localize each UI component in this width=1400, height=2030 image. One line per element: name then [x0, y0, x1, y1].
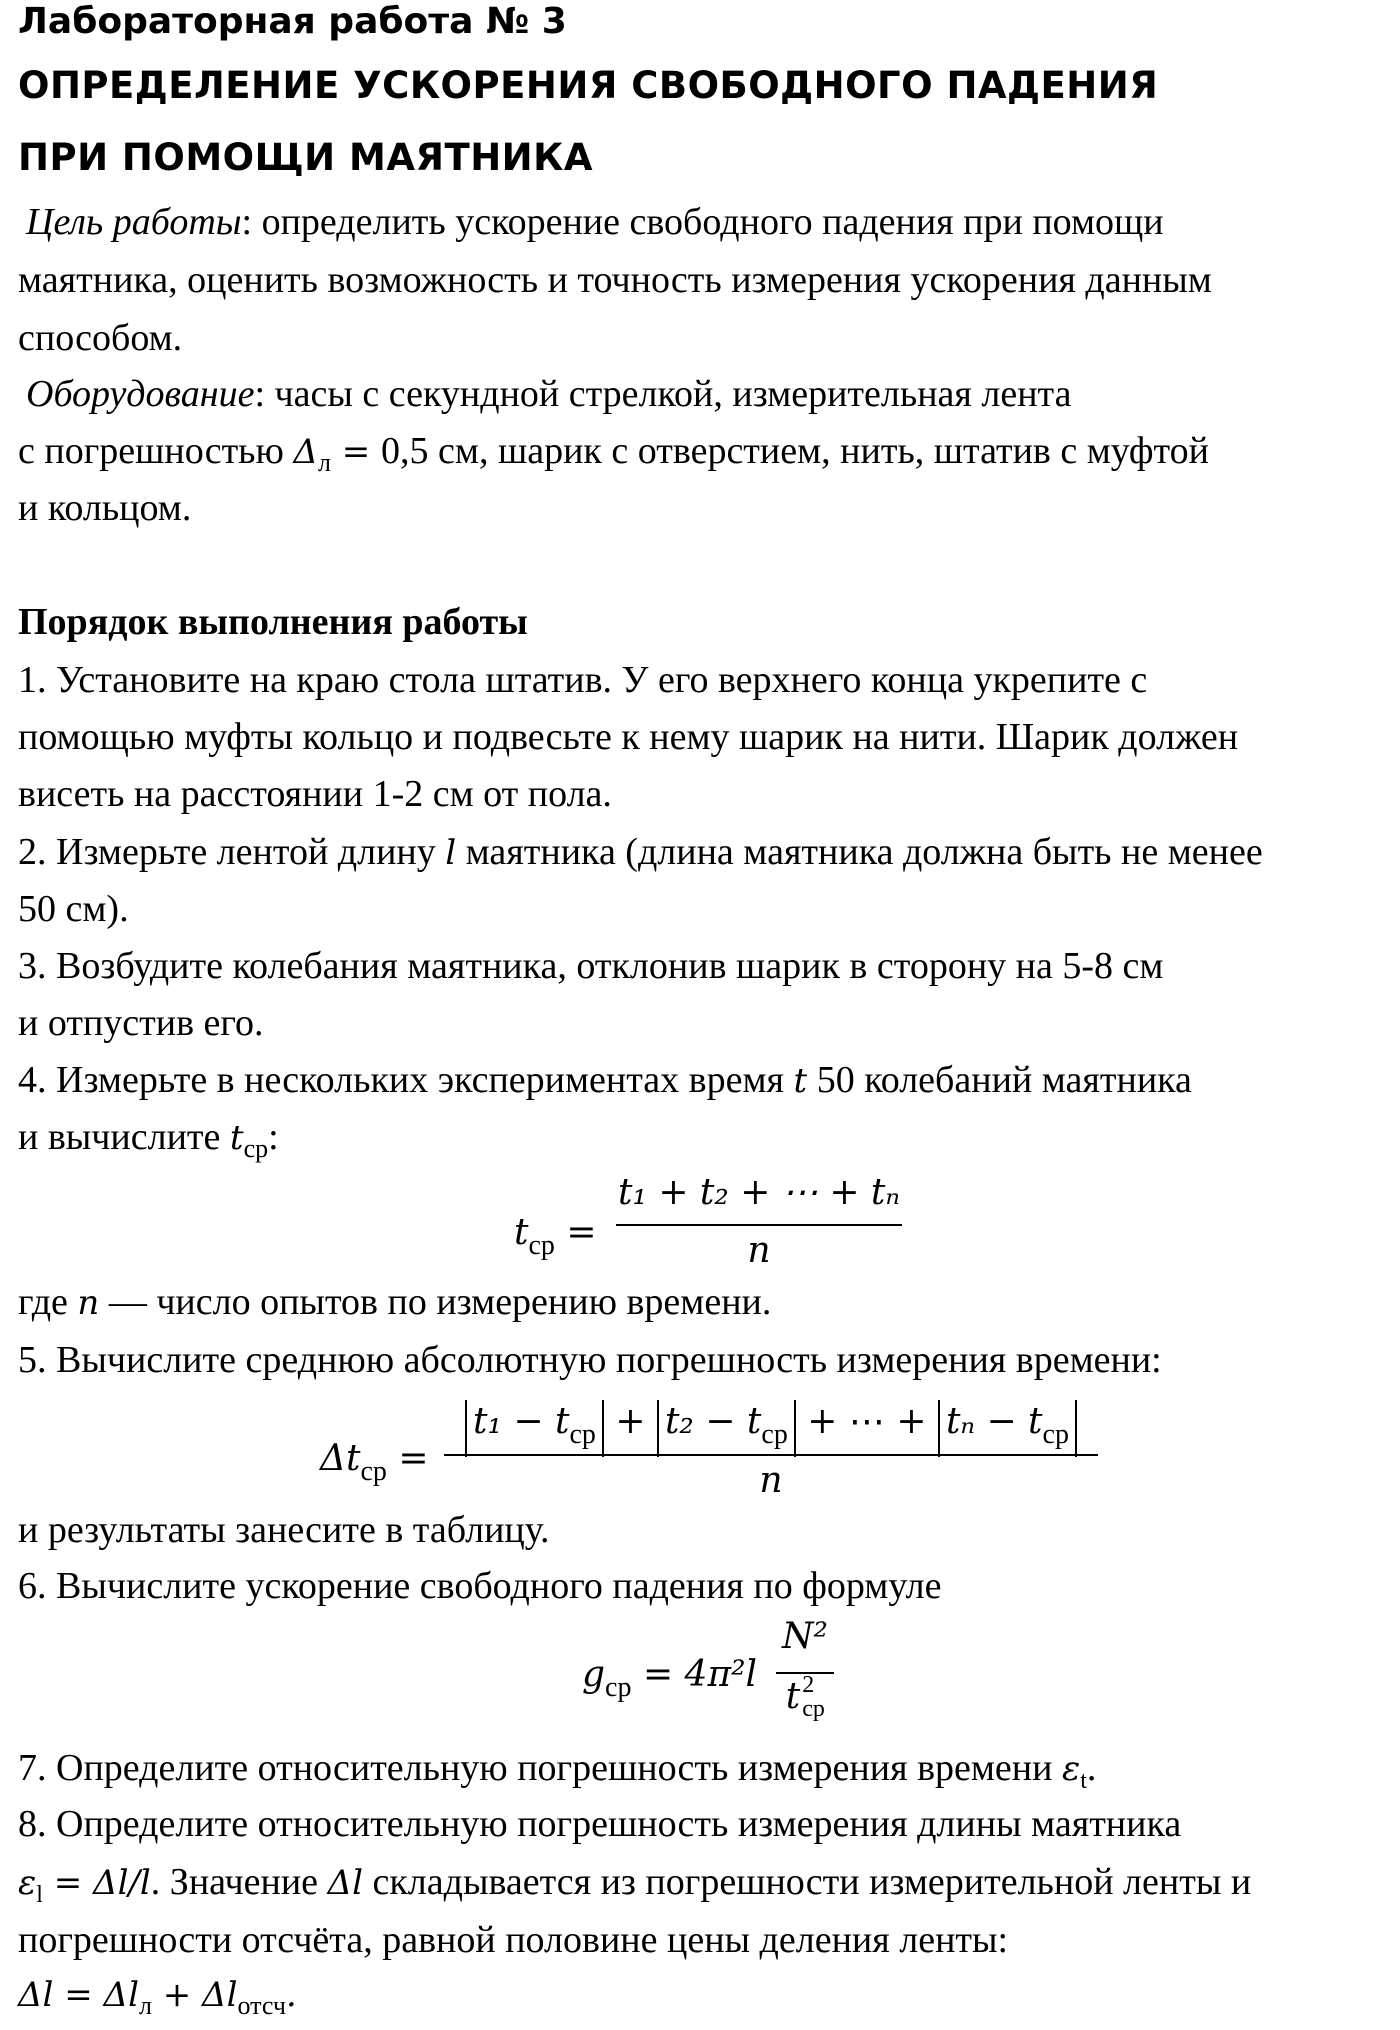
equipment-label: Оборудование: [26, 373, 255, 415]
delta-l-formula-a: Δl = Δl: [18, 1975, 139, 2015]
var-epsilon-l-sub: l: [36, 1882, 43, 1908]
delta-l-sub-2: отсч: [237, 1991, 286, 2020]
formula-1-fraction-bar: [616, 1224, 902, 1226]
f3-lhs-var: g: [582, 1654, 606, 1695]
step-1-line-1: 1. Установите на краю стола штатив. У его верхнего конца укрепите с: [18, 659, 1148, 701]
delta-l-period: .: [285, 1975, 297, 2015]
formula-1-numerator: t₁ + t₂ + ⋯ + tₙ: [617, 1172, 900, 1213]
step-3-line-1: 3. Возбудите колебания маятника, отклонив шарик в сторону на 5-8 см: [18, 945, 1164, 987]
where-line: [18, 1278, 771, 1327]
step-7-text: 7. Определите относительную погрешность измерения времени: [18, 1747, 1062, 1789]
goal-text-1: : определить ускорение свободного падения при помощи: [241, 201, 1164, 243]
step-8-text-a: . Значение: [150, 1861, 328, 1903]
epsilon-l-formula: = Δl/l: [42, 1863, 151, 1903]
page-title-line-1: ОПРЕДЕЛЕНИЕ УСКОРЕНИЯ СВОБОДНОГО ПАДЕНИЯ: [18, 64, 1159, 107]
equipment-text-2b: 0,5 см, шарик с отверстием, нить, штатив с муфтой: [381, 430, 1209, 472]
f2-dots: + ⋯ +: [807, 1401, 927, 1442]
formula-2-denominator: n: [759, 1460, 783, 1501]
equipment-line-3: и кольцом.: [18, 487, 192, 529]
delta-subscript: л: [317, 448, 331, 477]
f2-lhs-sub: ср: [360, 1456, 387, 1487]
step-8-text-b: складывается из погрешности измерительной ленты и: [362, 1861, 1252, 1903]
step-4-text-c: и вычислите: [18, 1116, 230, 1158]
step-8-line-2: [18, 1858, 1251, 1919]
formula-1-lhs: [514, 1212, 597, 1262]
f2-term-2: t₂ − t: [664, 1401, 762, 1442]
f2-term-3: tₙ − t: [945, 1401, 1043, 1442]
formula-3-numerator: N²: [782, 1616, 828, 1657]
formula-3-lhs: [582, 1654, 757, 1704]
var-epsilon-t-sub: t: [1080, 1768, 1087, 1794]
f3-lhs-sub: ср: [605, 1672, 632, 1703]
f2-term-3-sub: ср: [1042, 1419, 1069, 1450]
formula-1-denominator: n: [747, 1230, 771, 1271]
f2-term-2-sub: ср: [761, 1419, 788, 1450]
formula-2-lhs: [320, 1438, 429, 1488]
step-1-line-2: помощью муфты кольцо и подвесьте к нему шарик на нити. Шарик должен: [18, 716, 1239, 758]
step-7-period: .: [1086, 1747, 1097, 1789]
goal-line-3: способом.: [18, 317, 183, 359]
f2-equals: =: [398, 1438, 429, 1479]
f2-term-1-sub: ср: [569, 1419, 596, 1450]
equipment-text-2a: с погрешностью: [18, 430, 294, 472]
step-1-line-3: висеть на расстоянии 1-2 см от пола.: [18, 773, 612, 815]
page-title-line-2: ПРИ ПОМОЩИ МАЯТНИКА: [18, 136, 594, 179]
where-text-a: где: [18, 1281, 78, 1323]
goal-line-1: [26, 198, 1164, 246]
step-6-line-1: 6. Вычислите ускорение свободного падения по формуле: [18, 1565, 942, 1607]
f3-den-sub: ср: [802, 1696, 825, 1722]
step-8-line-1: 8. Определите относительную погрешность измерения длины маятника: [18, 1803, 1182, 1845]
formula-2-fraction-bar: [444, 1454, 1098, 1456]
step-8-line-3: погрешности отсчёта, равной половине цены деления ленты:: [18, 1919, 1009, 1961]
equals-sign: =: [330, 432, 382, 472]
step-5-line-2: и результаты занесите в таблицу.: [18, 1509, 550, 1551]
step-4-text-a: 4. Измерьте в нескольких экспериментах время: [18, 1059, 794, 1101]
step-2-text-b: маятника (длина маятника должна быть не менее: [456, 831, 1263, 873]
step-3-line-2: и отпустив его.: [18, 1002, 264, 1044]
step-4-line-1: [18, 1056, 1192, 1105]
var-t-avg-sub: ср: [243, 1134, 269, 1163]
var-t: t: [793, 1061, 808, 1101]
step-2-text-a: 2. Измерьте лентой длину: [18, 831, 446, 873]
f1-lhs-var: t: [514, 1212, 529, 1253]
f2-abs-term-1: [465, 1400, 604, 1457]
goal-line-2: маятника, оценить возможность и точность измерения ускорения данным: [18, 259, 1212, 301]
procedure-heading: Порядок выполнения работы: [18, 601, 528, 643]
f2-abs-term-3: [938, 1400, 1077, 1457]
f3-den-scripts: [800, 1672, 825, 1722]
f2-plus: +: [615, 1401, 646, 1442]
delta-l-sub-1: л: [138, 1991, 152, 2020]
f2-abs-term-2: [657, 1400, 796, 1457]
var-l: l: [445, 833, 457, 873]
delta-l-formula-b: + Δl: [151, 1975, 238, 2015]
f2-lhs-var: Δt: [320, 1438, 361, 1479]
f3-den-var: t: [785, 1676, 801, 1717]
var-n: n: [77, 1283, 100, 1323]
lab-label: Лабораторная работа № 3: [18, 1, 567, 42]
f3-den-sup: 2: [802, 1672, 815, 1698]
step-4-colon: :: [268, 1116, 279, 1158]
f3-rhs: = 4π²l: [642, 1654, 758, 1695]
f2-term-1: t₁ − t: [473, 1401, 570, 1442]
delta-symbol: Δ: [293, 432, 318, 472]
var-epsilon-l: ε: [18, 1863, 37, 1903]
step-2-line-2: 50 см).: [18, 888, 129, 930]
goal-label: Цель работы: [26, 201, 242, 243]
where-text-b: — число опытов по измерению времени.: [99, 1281, 772, 1323]
f1-lhs-sub: ср: [528, 1230, 555, 1261]
formula-2-numerator: [444, 1400, 1098, 1457]
step-2-line-1: [18, 828, 1263, 877]
var-epsilon-t: ε: [1061, 1749, 1081, 1789]
step-7-line-1: [18, 1744, 1096, 1805]
equipment-line-1: [26, 370, 1071, 418]
step-5-line-1: 5. Вычислите среднюю абсолютную погрешность измерения времени:: [18, 1339, 1162, 1381]
equipment-text-1: : часы с секундной стрелкой, измерительная лента: [254, 373, 1072, 415]
step-4-text-b: 50 колебаний маятника: [807, 1059, 1192, 1101]
f1-equals: =: [566, 1212, 597, 1253]
equipment-line-2: [18, 427, 1209, 487]
var-delta-l: Δl: [327, 1863, 363, 1903]
step-8-line-4: [18, 1970, 297, 2030]
formula-3-denominator: [776, 1672, 834, 1722]
step-4-line-2: [18, 1113, 279, 1173]
var-t-avg: t: [229, 1118, 244, 1158]
